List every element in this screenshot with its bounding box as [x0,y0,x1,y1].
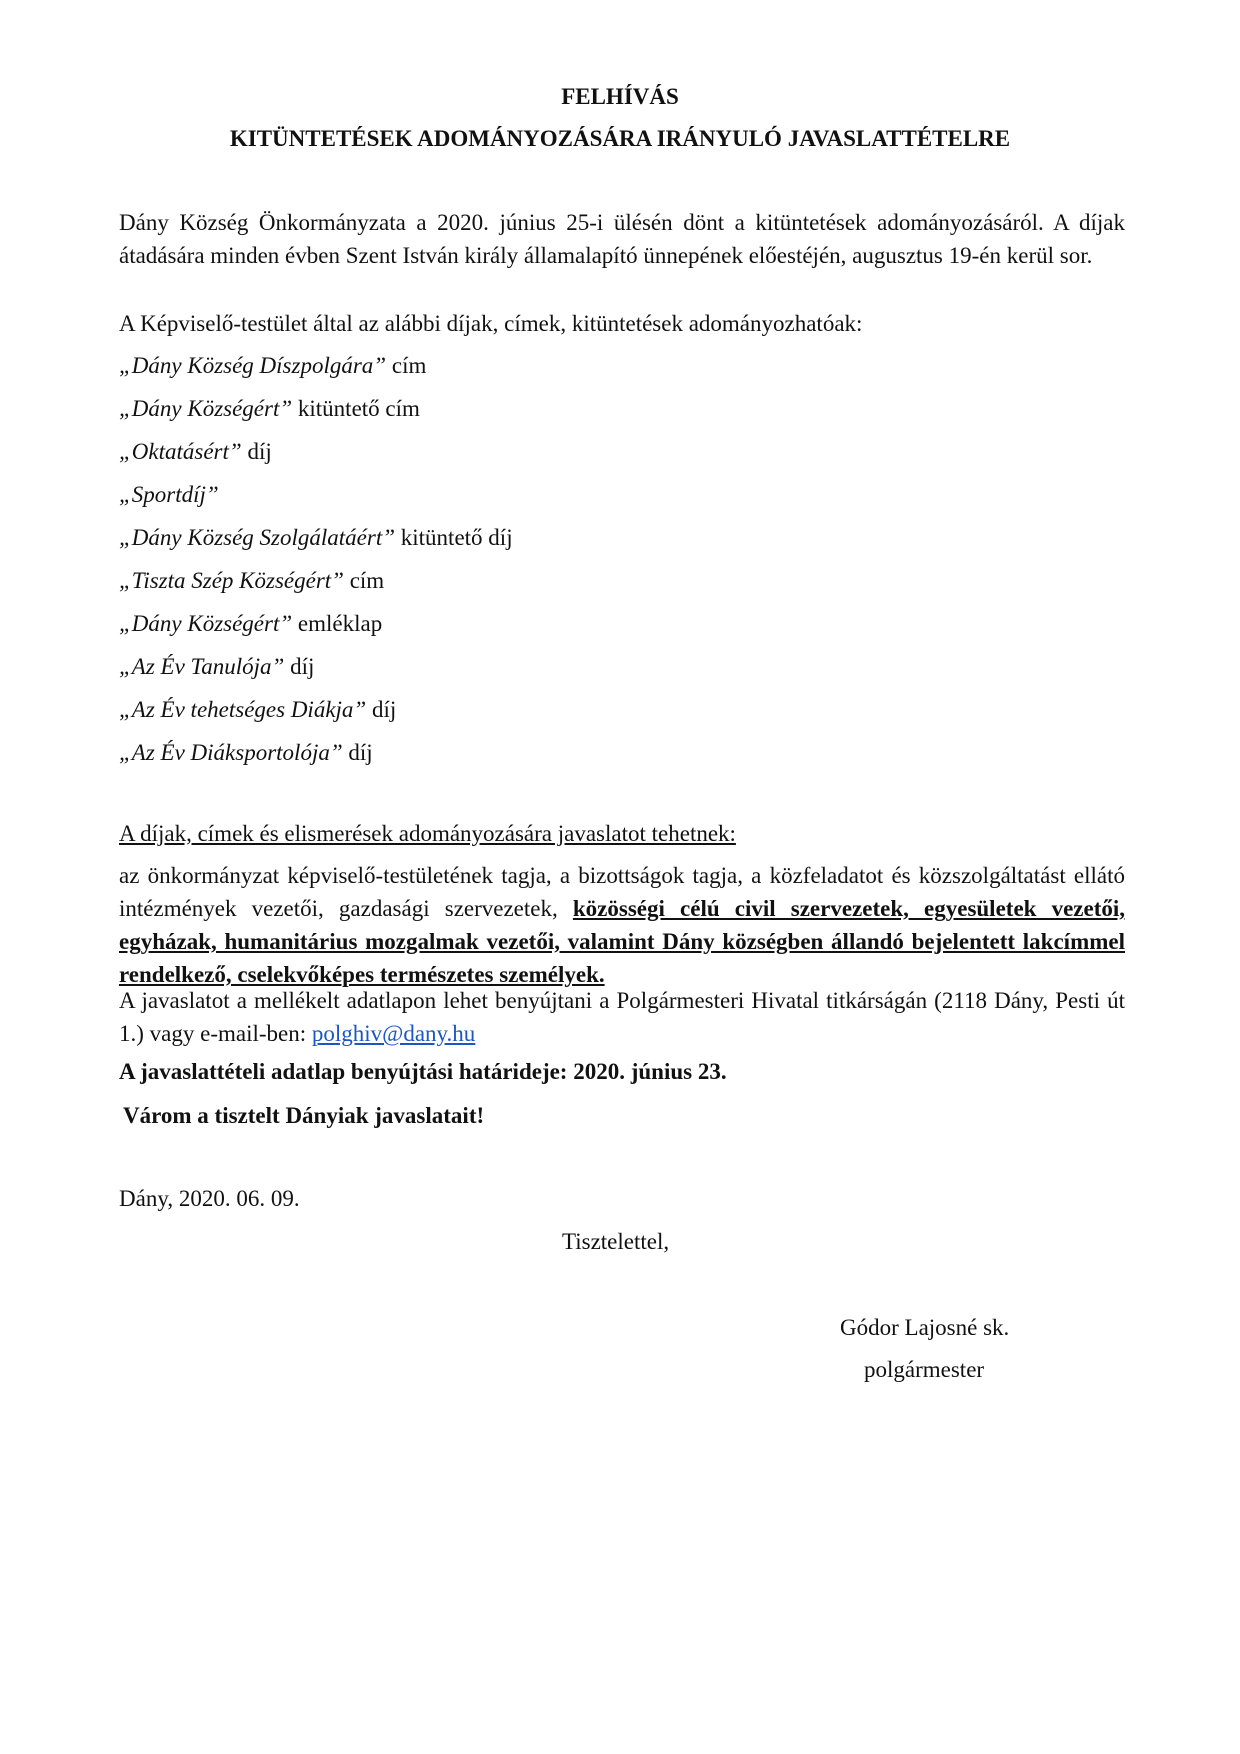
greeting: Tisztelettel, [562,1229,670,1254]
award-name: „Sportdíj” [119,482,219,507]
proposers-text-plain: az önkormányzat képviselő-testületének tagja, a bizottságok tagja, a közfeladatot és közszolgáltatást ellátó intézmények vezetői, gazdasági szervezetek, [119,863,1125,921]
award-item [119,693,396,726]
proposers-text-bold: közösségi célú civil szervezetek, egyesületek vezetői, egyházak, humanitárius mozgalmak vezetői, valamint Dány községben állandó bejelentett lakcímmel rendelkező, cselekvőképes természetes személyek. [119,896,1125,987]
email-link[interactable]: polghiv@dany.hu [311,1021,476,1046]
award-name: „Dány Község Szolgálatáért” [119,525,396,550]
award-type: díj [366,697,397,722]
award-type: kitüntető díj [395,525,513,550]
award-name: „Dány Község Díszpolgára” [119,353,387,378]
award-item [119,564,384,597]
award-type: díj [284,654,315,679]
award-name: „Oktatásért” [119,439,242,464]
award-item [119,736,373,769]
intro-paragraph: Dány Község Önkormányzata a 2020. június 25-i ülésén dönt a kitüntetések adományozásáról. A díjak átadására minden évben Szent István király államalapító ünnepének előestéjén, augusztus 19-én kerül sor. [119,210,1125,268]
closing-text: Várom a tisztelt Dányiak javaslatait! [123,1103,485,1128]
deadline-text: A javaslattételi adatlap benyújtási határideje: 2020. június 23. [119,1059,727,1084]
award-item [119,607,382,640]
award-item [119,521,513,554]
award-type: cím [386,353,427,378]
proposers-paragraph [119,859,1125,991]
signer-name: Gódor Lajosné sk. [840,1315,1010,1340]
award-item [119,435,272,468]
award-type: cím [343,568,385,593]
award-item [119,349,426,382]
award-type: kitüntető cím [292,396,420,421]
award-type: díj [241,439,272,464]
document-title: FELHÍVÁS [561,84,679,109]
award-name: „Az Év Tanulója” [119,654,285,679]
proposers-heading-text: A díjak, címek és elismerések adományozására javaslatot tehetnek: [119,821,736,846]
award-name: „Tiszta Szép Községért” [119,568,344,593]
award-item [119,478,219,511]
award-item [119,392,420,425]
award-name: „Dány Községért” [119,611,293,636]
award-name: „Az Év Diáksportolója” [119,740,343,765]
awards-intro: A Képviselő-testület által az alábbi díjak, címek, kitüntetések adományozhatóak: [119,311,863,336]
submission-paragraph [119,984,1125,1050]
award-item [119,650,314,683]
document-subtitle: KITÜNTETÉSEK ADOMÁNYOZÁSÁRA IRÁNYULÓ JAVASLATTÉTELRE [229,126,1011,151]
place-date: Dány, 2020. 06. 09. [119,1186,300,1211]
signer-title: polgármester [864,1357,985,1382]
award-type: díj [342,740,373,765]
award-name: „Az Év tehetséges Diákja” [119,697,367,722]
award-name: „Dány Községért” [119,396,293,421]
submission-text: A javaslatot a mellékelt adatlapon lehet benyújtani a Polgármesteri Hivatal titkárságán (2118 Dány, Pesti út 1.) vagy e-mail-ben: [119,988,1125,1046]
proposers-heading [119,817,1125,850]
award-type: emléklap [292,611,383,636]
